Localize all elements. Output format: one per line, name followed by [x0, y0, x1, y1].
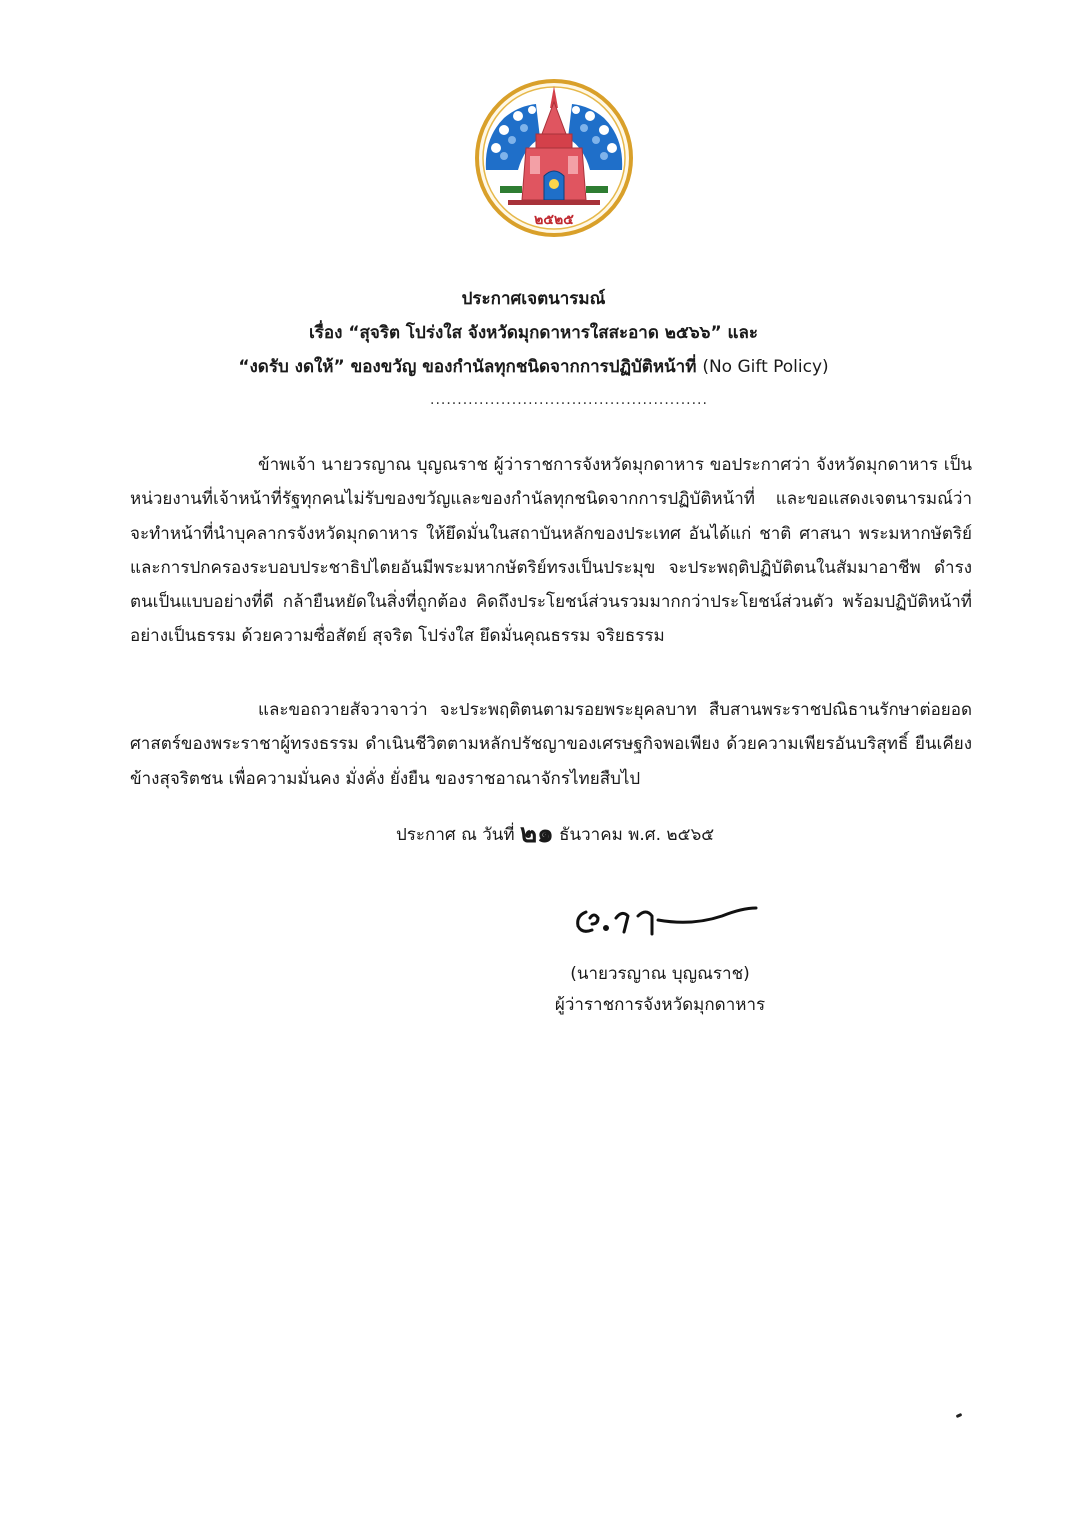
- heading-line-3: [0, 350, 1067, 384]
- provincial-seal-logo: [474, 78, 634, 238]
- heading-line-3-english: (No Gift Policy): [702, 357, 829, 377]
- date-prefix: ประกาศ ณ วันที่: [396, 825, 515, 845]
- body-paragraph-1: ข้าพเจ้า นายวรญาณ บุญณราช ผู้ว่าราชการจังหวัดมุกดาหาร ขอประกาศว่า จังหวัดมุกดาหาร เป็นหน่วยงานที่เจ้าหน้าที่รัฐทุกคนไม่รับของขวัญและของกำนัลทุกชนิดจากการปฏิบัติหน้าที่ และขอแสดงเจตนารมณ์ว่า จะทำหน้าที่นำบุคลากรจังหวัดมุกดาหาร ให้ยึดมั่นในสถาบันหลักของประเทศ อันได้แก่ ชาติ ศาสนา พระมหากษัตริย์ และการปกครองระบอบประชาธิปไตยอันมีพระมหากษัตริย์ทรงเป็นประมุข จะประพฤติปฏิบัติตนในสัมมาอาชีพ ดำรงตนเป็นแบบอย่างที่ดี กล้ายืนหยัดในสิ่งที่ถูกต้อง คิดถึงประโยชน์ส่วนรวมมากกว่าประโยชน์ส่วนตัว พร้อมปฏิบัติหน้าที่อย่างเป็นธรรม ด้วยความซื่อสัตย์ สุจริต โปร่งใส ยึดมั่นคุณธรรม จริยธรรม: [130, 455, 972, 647]
- stray-ink-mark: [956, 1413, 963, 1418]
- date-month-year: ธันวาคม พ.ศ. ๒๕๖๕: [559, 825, 715, 845]
- body-paragraph-2: และขอถวายสัจวาจาว่า จะประพฤติตนตามรอยพระยุคลบาท สืบสานพระราชปณิธานรักษาต่อยอดศาสตร์ของพระราชาผู้ทรงธรรม ดำเนินชีวิตตามหลักปรัชญาของเศรษฐกิจพอเพียง ด้วยความเพียรอันบริสุทธิ์ ยืนเคียงข้างสุจริตชน เพื่อความมั่นคง มั่งคั่ง ยั่งยืน ของราชอาณาจักรไทยสืบไป: [130, 700, 972, 789]
- heading-line-1: ประกาศเจตนารมณ์: [461, 289, 606, 309]
- announcement-heading: [0, 282, 1067, 384]
- handwritten-signature: [572, 898, 762, 940]
- seal-year: ๒๕๒๕: [534, 212, 574, 228]
- separator-dots: ...................................................: [430, 392, 708, 408]
- heading-line-3-thai: “งดรับ งดให้” ของขวัญ ของกำนัลทุกชนิดจากการปฏิบัติหน้าที่: [238, 357, 697, 377]
- date-day: ๒๑: [520, 819, 554, 849]
- signatory-title: ผู้ว่าราชการจังหวัดมุกดาหาร: [554, 995, 766, 1015]
- announcement-date: [396, 817, 714, 852]
- signatory-name: (นายวรญาณ บุญณราช): [570, 964, 750, 984]
- heading-line-2: เรื่อง “สุจริต โปร่งใส จังหวัดมุกดาหารใสสะอาด ๒๕๖๖” และ: [308, 323, 759, 343]
